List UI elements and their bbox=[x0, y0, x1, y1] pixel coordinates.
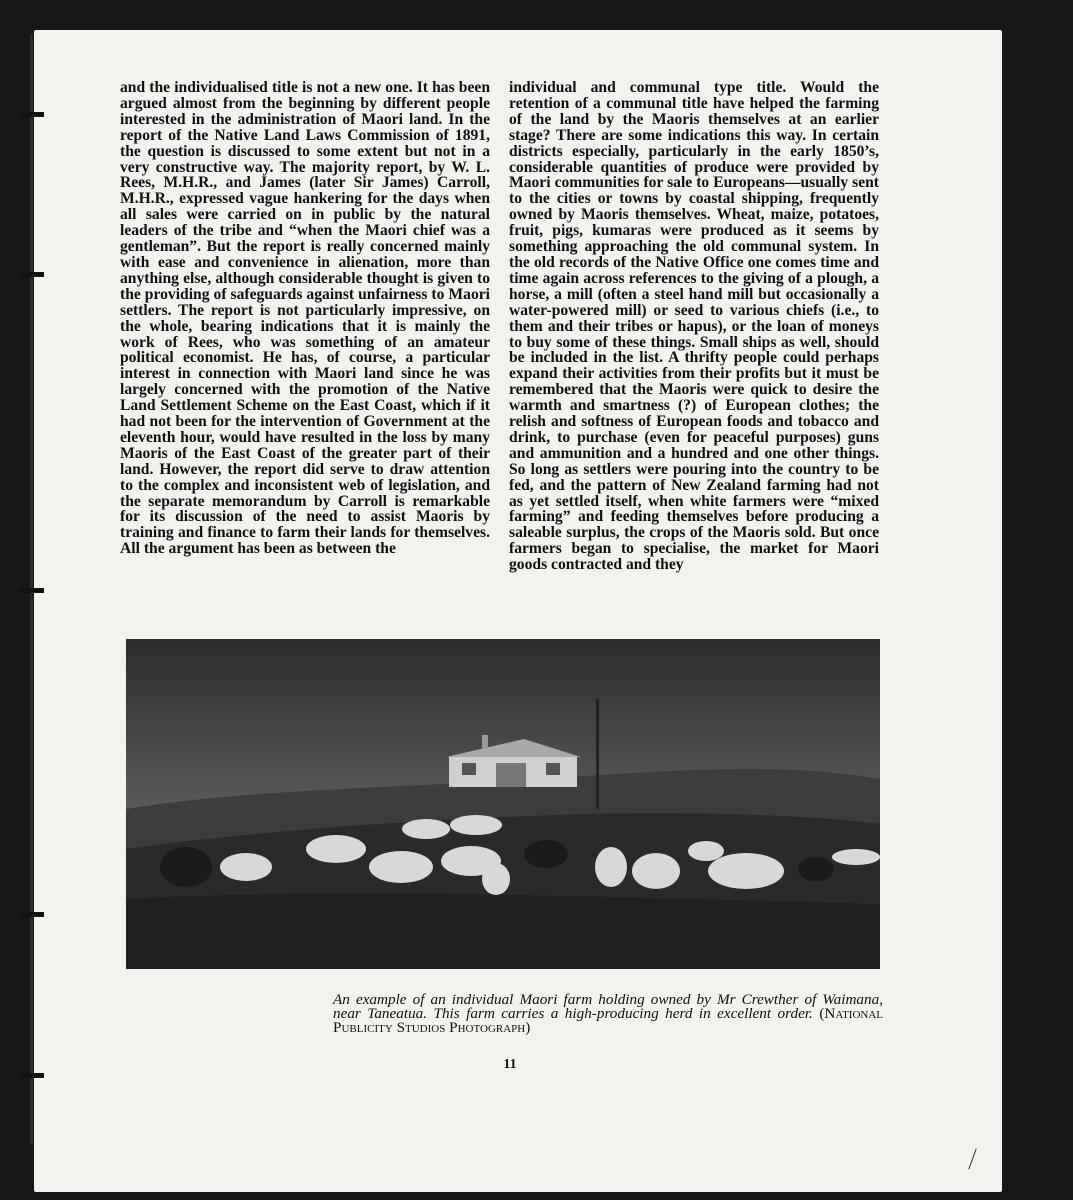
binding-mark bbox=[20, 1073, 44, 1078]
farm-photo-illustration bbox=[126, 639, 880, 969]
caption-text: An example of an individual Maori farm holding owned by Mr Crewther of Waimana, near Taneatua. This farm carries a high-producing herd in excellent order. bbox=[333, 991, 883, 1023]
photo-caption bbox=[333, 993, 883, 1036]
binding-mark bbox=[20, 588, 44, 593]
photo-credit: (National Publicity Studios Photograph) bbox=[333, 1005, 883, 1037]
binding-mark bbox=[20, 112, 44, 117]
page-number: 11 bbox=[503, 1057, 517, 1072]
farm-photograph bbox=[126, 639, 880, 969]
power-pole bbox=[596, 699, 599, 809]
left-text-column: and the individualised title is not a new one. It has been argued almost from the beginning by different people interested in the administration of Maori land. In the report of the Native Land Laws Commission of 1891, the question is discussed to some extent but not in a very constructive way. The majority report, by W. L. Rees, M.H.R., and James (later Sir James) Carroll, M.H.R., expressed vague hankering for the days when all sales were carried on in public by the natural leaders of the tribe and “when the Maori chief was a gentleman”. But the report is really concerned mainly with ease and convenience in alienation, more than anything else, although considerable thought is given to the providing of safeguards against unfairness to Maori settlers. The report is not particularly impressive, on the whole, bearing indications that it is mainly the work of Rees, who was something of an amateur political economist. He has, of course, a particular interest in connection with Maori land since he was largely concerned with the promotion of the Native Land Settlement Scheme on the East Coast, which if it had not been for the intervention of Government at the eleventh hour, would have resulted in the loss by many Maoris of the East Coast of the greater part of their land. However, the report did serve to draw attention to the complex and inconsistent web of legislation, and the separate memorandum by Carroll is remarkable for its discussion of the need to assist Maoris by training and finance to farm their lands for themselves. All the argument has been as between the bbox=[120, 79, 490, 558]
right-text-column: individual and communal type title. Would the retention of a communal title have helped the farming of the land by the Maoris themselves at an earlier stage? There are some indications this way. In certain districts especially, particularly in the early 1850’s, considerable quantities of produce were provided by Maori communities for sale to Europeans—usually sent to the cities or towns by coastal shipping, frequently owned by Maoris themselves. Wheat, maize, potatoes, fruit, pigs, kumaras were produced as it seems by something approaching the old communal system. In the old records of the Native Office one comes time and time again across references to the giving of a plough, a horse, a mill (often a steel hand mill but occasionally a water-powered mill) or seed to various chiefs (i.e., to them and their tribes or hapus), or the loan of moneys to buy some of these things. Small ships as well, should be included in the list. A thrifty people could perhaps expand their activities from their profits but it must be remembered that the Maoris were quick to desire the warmth and smartness (?) of European clothes; the relish and softness of European foods and tobacco and drink, to purchase (even for peaceful purposes) guns and ammunition and a hundred and one other things. So long as settlers were pouring into the country to be fed, and the pattern of New Zealand farming had not as yet settled itself, when white farmers were “mixed farming” and feeding themselves before producing a saleable surplus, the crops of the Maoris sold. But once farmers began to specialise, the market for Maori goods contracted and they bbox=[509, 79, 879, 574]
binding-mark bbox=[20, 912, 44, 917]
binding-mark bbox=[20, 272, 44, 277]
foreground-grass bbox=[126, 894, 880, 969]
